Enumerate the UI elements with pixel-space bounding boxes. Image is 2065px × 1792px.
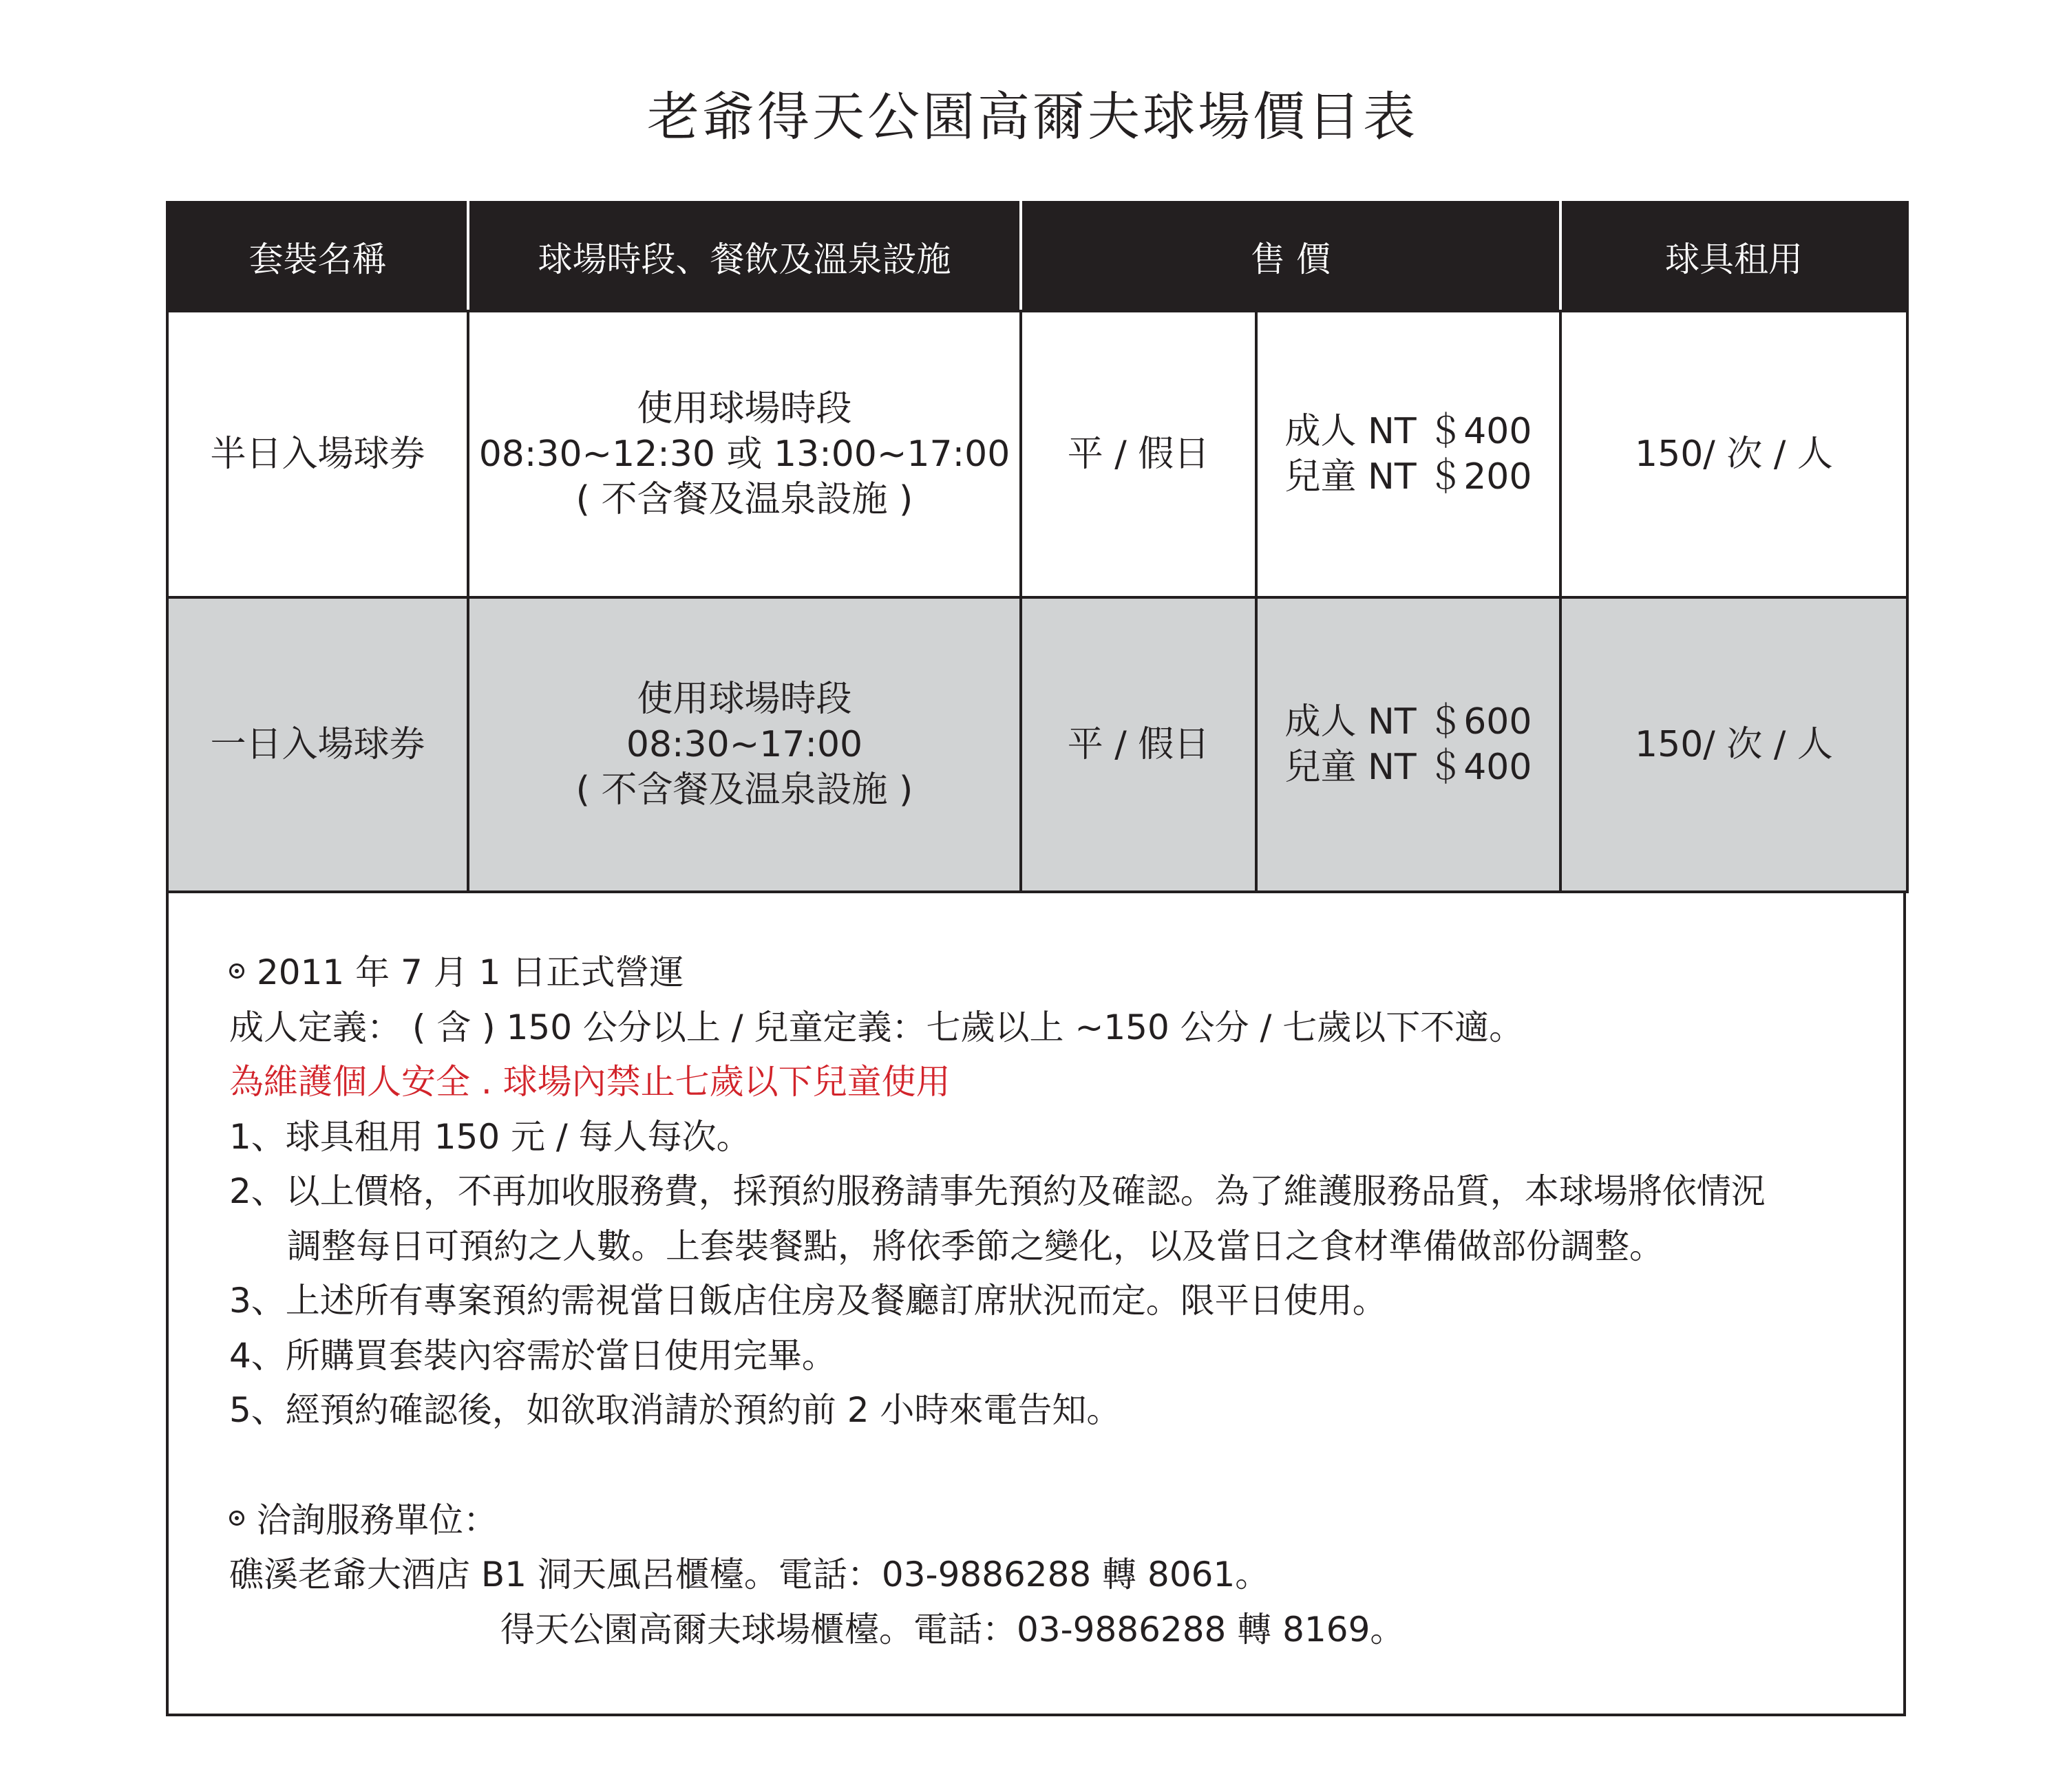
contact-golf-course: 得天公園高爾夫球場櫃檯。電話：03-9886288 轉 8169。 [500, 1609, 1405, 1650]
note-item-5: 5、經預約確認後，如欲取消請於預約前 2 小時來電告知。 [229, 1390, 1121, 1430]
price-cell [1256, 311, 1560, 597]
contact-hotel: 礁溪老爺大酒店 B1 洞天風呂櫃檯。電話：03-9886288 轉 8061。 [229, 1555, 1270, 1594]
note-item-3: 3、上述所有專案預約需視當日飯店住房及餐廳訂席狀況而定。限平日使用。 [229, 1281, 1387, 1321]
note-item-1: 1、球具租用 150 元 / 每人每次。 [229, 1116, 751, 1157]
header-package-name: 套裝名稱 [167, 202, 468, 311]
contact-heading [229, 1493, 1903, 1548]
note-item-4: 4、所購買套裝內容需於當日使用完畢。 [229, 1335, 836, 1376]
opening-text: 2011 年 7 月 1 日正式營運 [257, 952, 684, 992]
table-header-row [167, 202, 1907, 311]
rental-cell: 150/ 次 / 人 [1560, 311, 1907, 597]
session-exclusion: ( 不含餐及温泉設施 ) [575, 769, 913, 811]
header-price: 售 價 [1021, 202, 1560, 311]
bullseye-icon [229, 963, 244, 979]
spacer [229, 1438, 1903, 1493]
table-row [167, 311, 1907, 597]
child-price: 兒童 NT ＄200 [1284, 456, 1532, 498]
days-cell: 平 / 假日 [1021, 597, 1256, 892]
opening-note [229, 946, 1903, 1001]
package-name: 半日入場球券 [167, 311, 468, 597]
contact-heading-text: 洽詢服務單位： [257, 1500, 498, 1540]
header-session: 球場時段、餐飲及溫泉設施 [468, 202, 1021, 311]
adult-price: 成人 NT ＄400 [1284, 411, 1532, 452]
session-time: 08:30~17:00 [626, 724, 863, 765]
session-cell [468, 597, 1021, 892]
note-item-2: 2、以上價格，不再加收服務費，採預約服務請事先預約及確認。為了維護服務品質，本球場將依情況 [229, 1171, 1766, 1211]
session-line: 使用球場時段 [637, 679, 852, 720]
table-row [167, 597, 1907, 892]
session-cell [468, 311, 1021, 597]
page-title: 老爺得天公園高爾夫球場價目表 [647, 86, 1418, 147]
definition-note: 成人定義： ( 含 ) 150 公分以上 / 兒童定義：七歲以上 ~150 公分 / 七歲以下不適。 [229, 1007, 1524, 1047]
child-price: 兒童 NT ＄400 [1284, 747, 1532, 788]
session-exclusion: ( 不含餐及温泉設施 ) [575, 479, 913, 520]
notes-box [166, 892, 1906, 1716]
session-line: 使用球場時段 [637, 388, 852, 429]
price-table [166, 201, 1909, 893]
price-cell [1256, 597, 1560, 892]
session-time: 08:30~12:30 或 13:00~17:00 [478, 434, 1010, 475]
bullseye-icon [229, 1511, 244, 1526]
header-rental: 球具租用 [1560, 202, 1907, 311]
note-item-2-continued: 調整每日可預約之人數。上套裝餐點，將依季節之變化，以及當日之食材準備做部份調整。 [287, 1226, 1664, 1266]
adult-price: 成人 NT ＄600 [1284, 701, 1532, 743]
safety-warning: 為維護個人安全 . 球場內禁止七歲以下兒童使用 [229, 1062, 951, 1102]
days-cell: 平 / 假日 [1021, 311, 1256, 597]
rental-cell: 150/ 次 / 人 [1560, 597, 1907, 892]
package-name: 一日入場球券 [167, 597, 468, 892]
